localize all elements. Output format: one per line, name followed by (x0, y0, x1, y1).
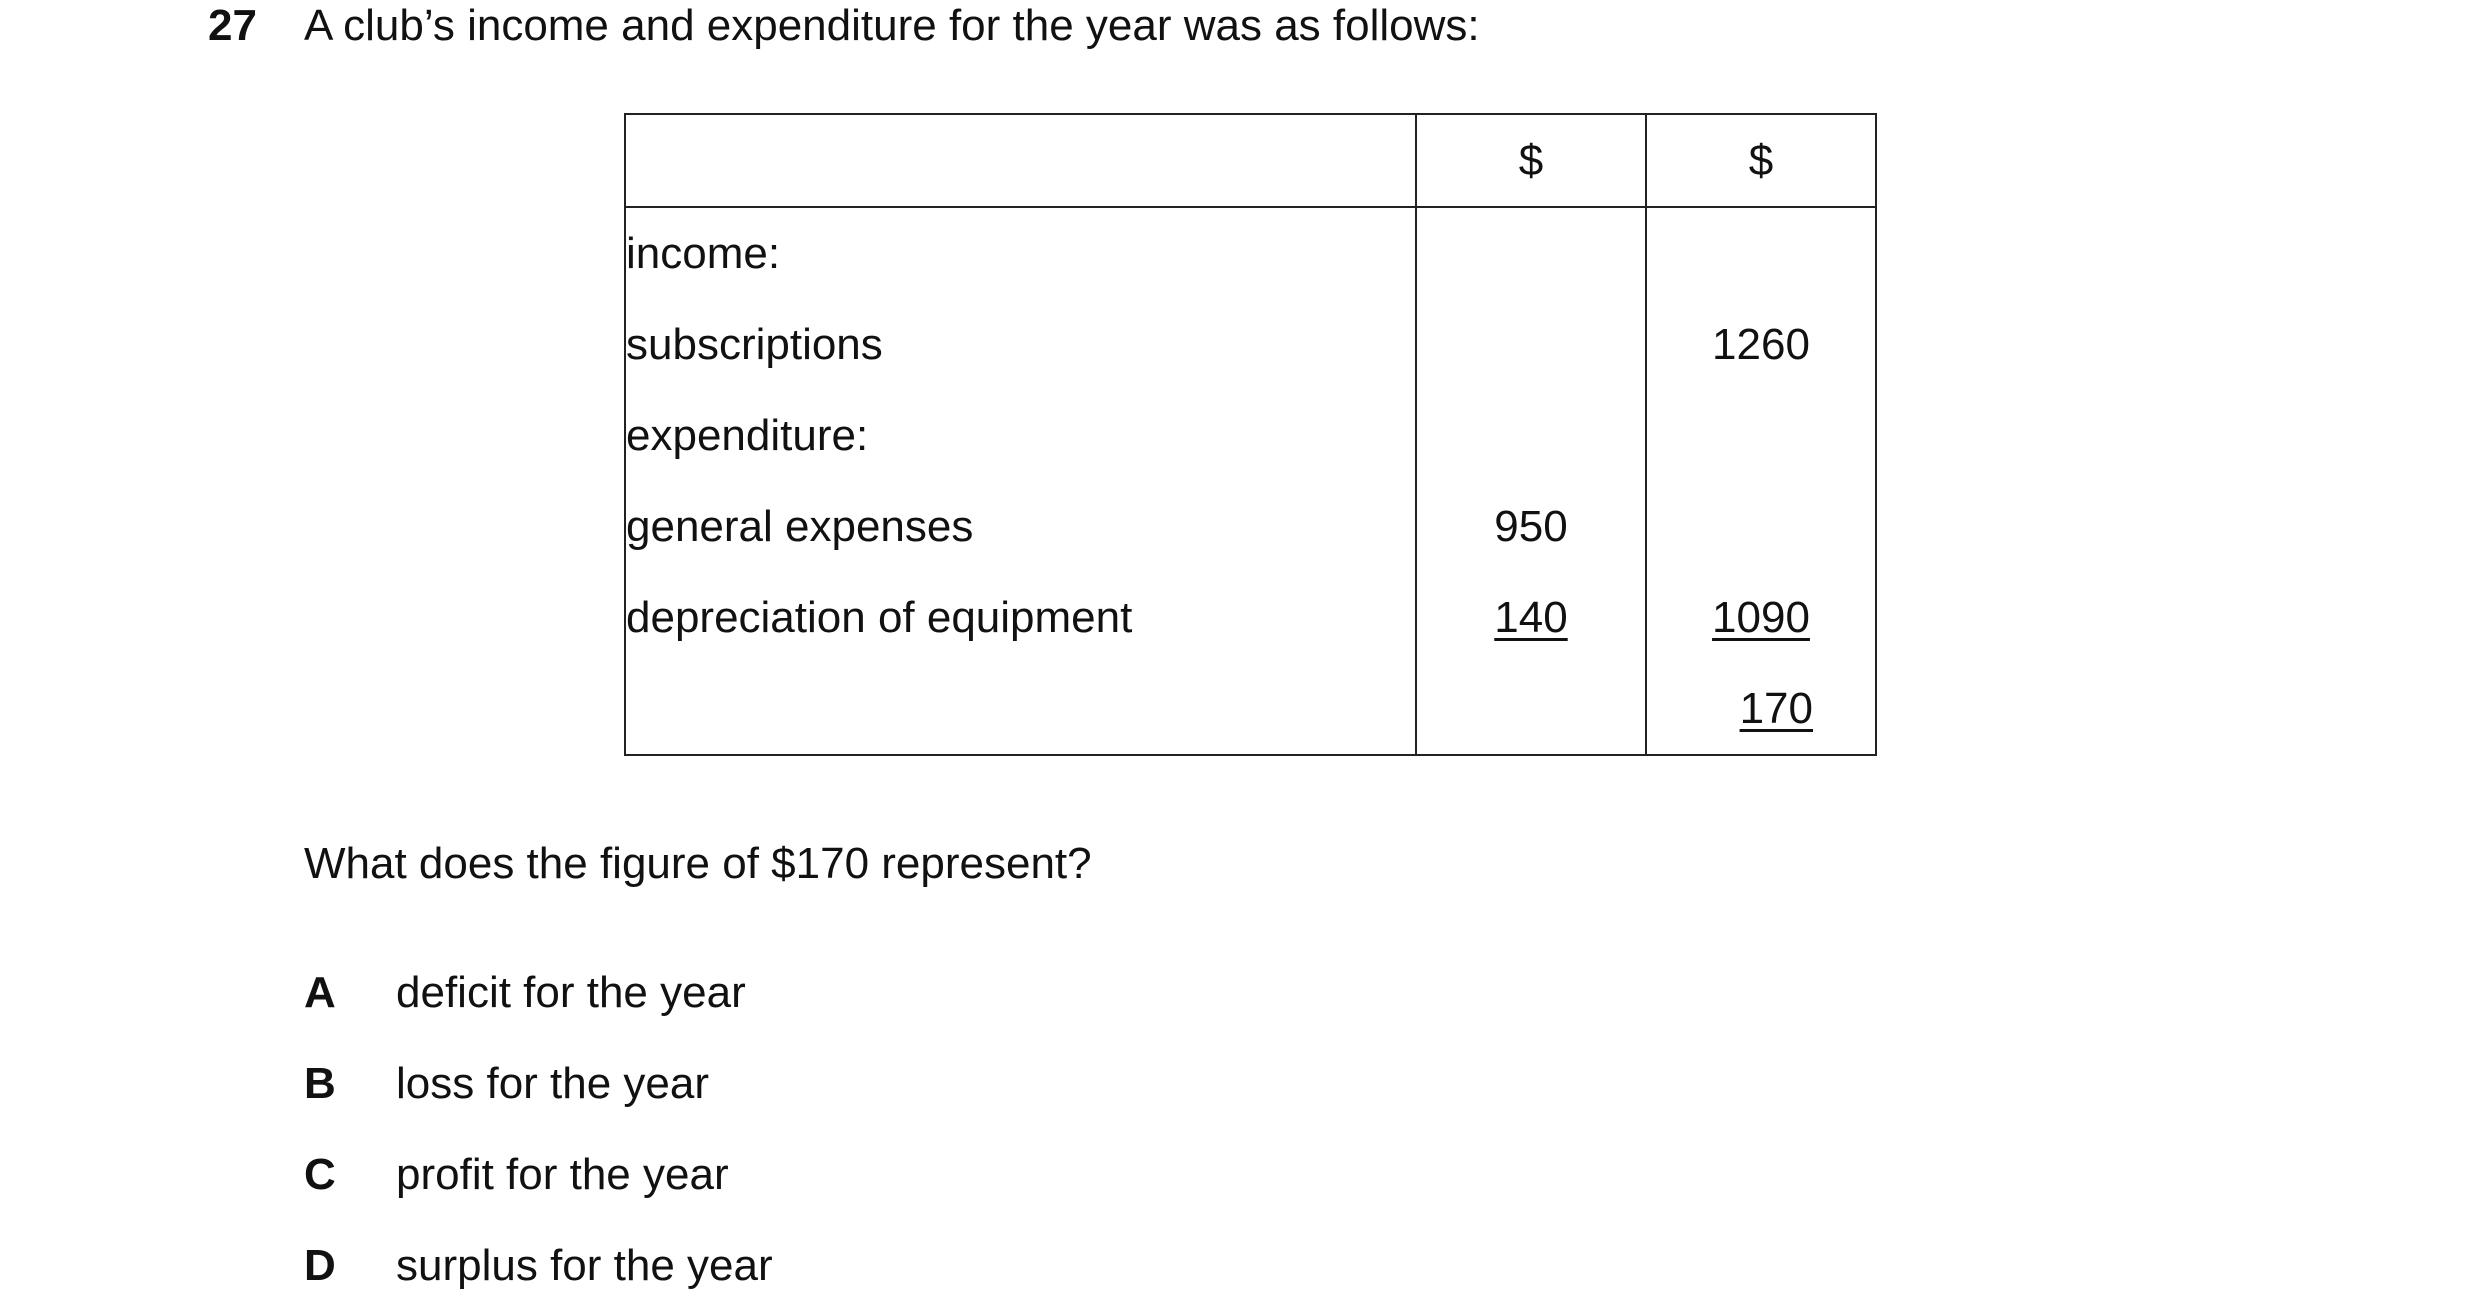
question-text: A club’s income and expenditure for the year was as follows: (304, 1, 1480, 50)
value-subscriptions: 1260 (1646, 299, 1876, 390)
option-a[interactable] (304, 947, 773, 1038)
option-c[interactable] (304, 1129, 773, 1220)
option-b[interactable] (304, 1038, 773, 1129)
question-prompt: What does the figure of $170 represent? (304, 839, 1092, 888)
row-label-income: income: (625, 207, 1416, 299)
option-d[interactable] (304, 1220, 773, 1311)
header-cell-dollar-b: $ (1646, 114, 1876, 207)
option-letter: C (304, 1149, 336, 1199)
cell-b (1646, 207, 1876, 299)
table-row (625, 663, 1876, 755)
cell-a (1416, 663, 1646, 755)
cell-a (1416, 207, 1646, 299)
value-total-expenditure-text: 1090 (1712, 592, 1810, 642)
option-letter: B (304, 1058, 336, 1108)
row-label-subscriptions: subscriptions (625, 299, 1416, 390)
value-balance-text: 170 (1739, 683, 1813, 733)
option-text: surplus for the year (396, 1240, 773, 1290)
question-number: 27 (208, 1, 257, 50)
cell-b (1646, 481, 1876, 572)
value-depreciation (1416, 572, 1646, 663)
answer-options (304, 947, 773, 1311)
table-row (625, 390, 1876, 481)
header-cell-blank (625, 114, 1416, 207)
row-label-general-expenses: general expenses (625, 481, 1416, 572)
value-balance (1646, 663, 1876, 755)
table-header-row (625, 114, 1876, 207)
income-expenditure-table (624, 113, 1877, 756)
option-text: profit for the year (396, 1149, 729, 1199)
table-row (625, 572, 1876, 663)
table-row (625, 481, 1876, 572)
table-row (625, 299, 1876, 390)
value-general-expenses: 950 (1416, 481, 1646, 572)
header-cell-dollar-a: $ (1416, 114, 1646, 207)
row-label-expenditure: expenditure: (625, 390, 1416, 481)
option-letter: A (304, 967, 336, 1017)
option-text: deficit for the year (396, 967, 746, 1017)
cell-a (1416, 390, 1646, 481)
value-depreciation-text: 140 (1494, 592, 1568, 642)
cell-b (1646, 390, 1876, 481)
table-row (625, 207, 1876, 299)
option-letter: D (304, 1240, 336, 1290)
row-label-blank (625, 663, 1416, 755)
value-total-expenditure (1646, 572, 1876, 663)
row-label-depreciation: depreciation of equipment (625, 572, 1416, 663)
option-text: loss for the year (396, 1058, 710, 1108)
cell-a (1416, 299, 1646, 390)
